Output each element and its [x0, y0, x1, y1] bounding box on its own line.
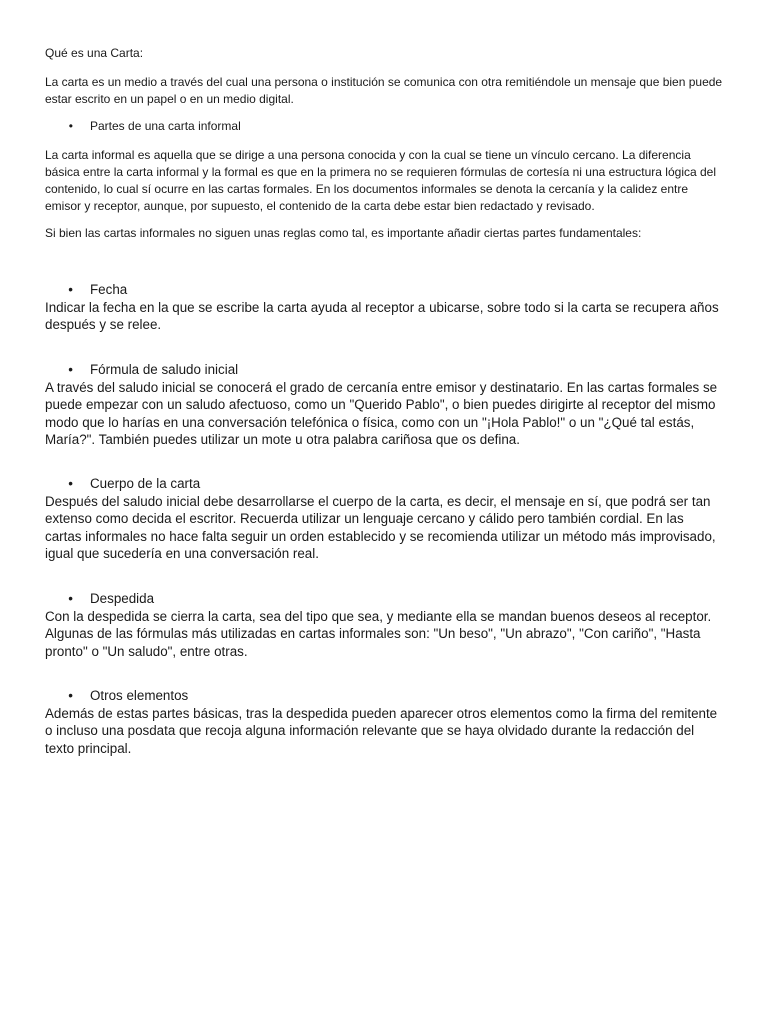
section-heading-row — [45, 475, 723, 493]
section-cuerpo — [45, 475, 723, 563]
bullet-dot: • — [68, 362, 73, 377]
informal-note: Si bien las cartas informales no siguen unas reglas como tal, es importante añadir ciertas partes fundamentales: — [45, 226, 642, 240]
section-heading: Fecha — [90, 282, 128, 297]
informal-parts-bullet — [45, 118, 241, 135]
section-fecha — [45, 281, 723, 334]
section-text: A través del saludo inicial se conocerá el grado de cercanía entre emisor y destinatario. En las cartas formales se puede empezar con un saludo afectuoso, como un "Querido Pablo", o bien puedes dirigirte al receptor del mismo modo que lo harías en una conversación telefónica o física, como con un "¡Hola Pablo!" o un "¿Qué tal estás, María?". También puedes utilizar un mote u otra palabra cariñosa que os defina. — [45, 379, 718, 447]
section-heading: Fórmula de saludo inicial — [90, 362, 239, 377]
section-heading: Despedida — [90, 591, 155, 606]
bullet-dot: • — [68, 688, 73, 703]
section-text: Con la despedida se cierra la carta, sea del tipo que sea, y mediante ella se mandan buenos deseos al receptor. Algunas de las fórmulas más utilizadas en cartas informales son: "Un beso", "Un abrazo", "Con cariño", "Hasta pronto" o "Un saludo", entre otras. — [45, 608, 712, 659]
section-otros — [45, 687, 723, 757]
section-heading: Cuerpo de la carta — [90, 476, 201, 491]
section-text: Además de estas partes básicas, tras la despedida pueden aparecer otros elementos como la firma del remitente o incluso una posdata que recoja alguna información relevante que se haya olvidado durante la redacción del texto principal. — [45, 705, 718, 756]
section-heading-row — [45, 281, 723, 299]
section-heading-row — [45, 361, 723, 379]
bullet-dot: • — [68, 591, 73, 606]
intro-paragraph: La carta es un medio a través del cual una persona o institución se comunica con otra remitiéndole un mensaje que bien puede estar escrito en un papel o en un medio digital. — [45, 75, 723, 106]
bullet-dot: • — [68, 476, 73, 491]
section-text: Indicar la fecha en la que se escribe la carta ayuda al receptor a ubicarse, sobre todo si la carta se recupera años después y se relee. — [45, 299, 719, 332]
section-heading: Otros elementos — [90, 688, 189, 703]
intro-title: Qué es una Carta: — [45, 46, 144, 60]
informal-parts-label: Partes de una carta informal — [90, 119, 241, 133]
bullet-dot: • — [68, 119, 73, 133]
section-heading-row — [45, 687, 723, 705]
section-despedida — [45, 590, 723, 660]
section-text: Después del saludo inicial debe desarrollarse el cuerpo de la carta, es decir, el mensaje en sí, que podrá ser tan extenso como decida el escritor. Recuerda utilizar un lenguaje cercano y cálido pero también cordial. En las cartas informales no hace falta seguir un orden establecido y se recomienda utilizar un método más improvisado, igual que sucedería en una conversación real. — [45, 493, 716, 561]
bullet-dot: • — [68, 282, 73, 297]
informal-paragraph: La carta informal es aquella que se dirige a una persona conocida y con la cual se tiene un vínculo cercano. La diferencia básica entre la carta informal y la formal es que en la primera no se requieren fórmulas de cortesía ni una estructura lógica del contenido, lo cual sí ocurre en las cartas formales. En los documentos informales se denota la cercanía y la calidez entre emisor y receptor, aunque, por supuesto, el contenido de la carta debe estar bien redactado y revisado. — [45, 148, 717, 213]
section-saludo — [45, 361, 723, 449]
section-heading-row — [45, 590, 723, 608]
